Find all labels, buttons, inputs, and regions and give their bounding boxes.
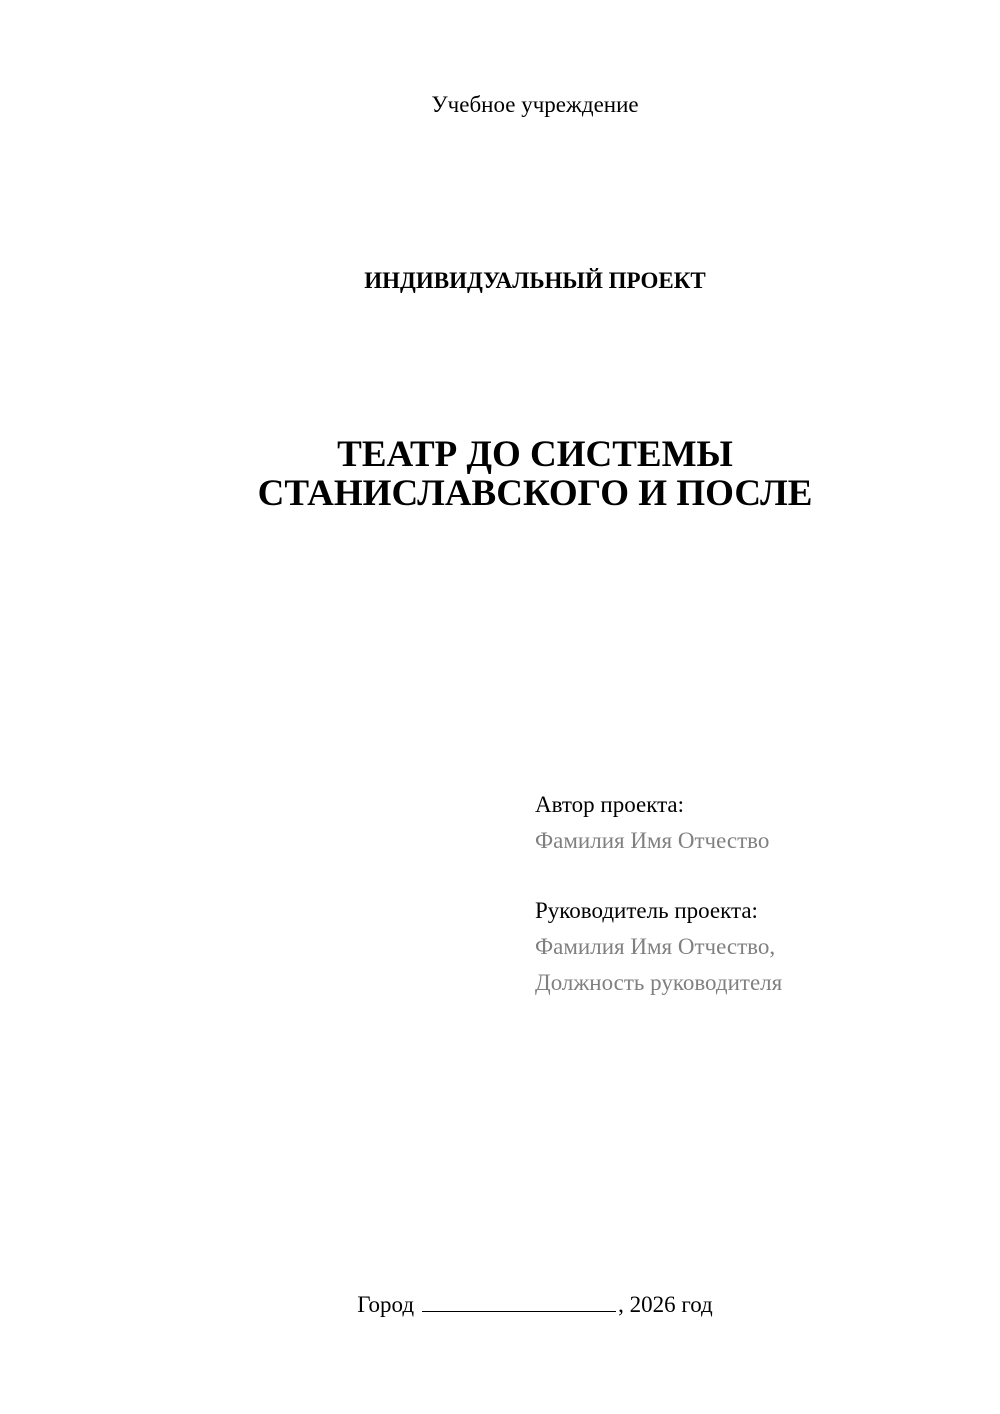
supervisor-position: Должность руководителя xyxy=(535,970,783,995)
project-title-line-2: СТАНИСЛАВСКОГО И ПОСЛЕ xyxy=(257,473,813,514)
project-type-heading: ИНДИВИДУАЛЬНЫЙ ПРОЕКТ xyxy=(364,268,706,293)
author-name: Фамилия Имя Отчество xyxy=(535,828,770,853)
city-year-line xyxy=(0,1289,1000,1320)
institution-name: Учебное учреждение xyxy=(431,92,639,117)
project-title xyxy=(0,435,1000,513)
city-label: Город xyxy=(357,1292,415,1317)
author-block xyxy=(535,787,769,859)
project-title-line-1: ТЕАТР ДО СИСТЕМЫ xyxy=(337,434,733,475)
city-blank-line xyxy=(422,1289,616,1312)
supervisor-name: Фамилия Имя Отчество, xyxy=(535,934,776,959)
year-text: , 2026 год xyxy=(618,1292,713,1317)
author-label: Автор проекта: xyxy=(535,792,684,817)
supervisor-block xyxy=(535,893,782,1001)
supervisor-label: Руководитель проекта: xyxy=(535,898,758,923)
